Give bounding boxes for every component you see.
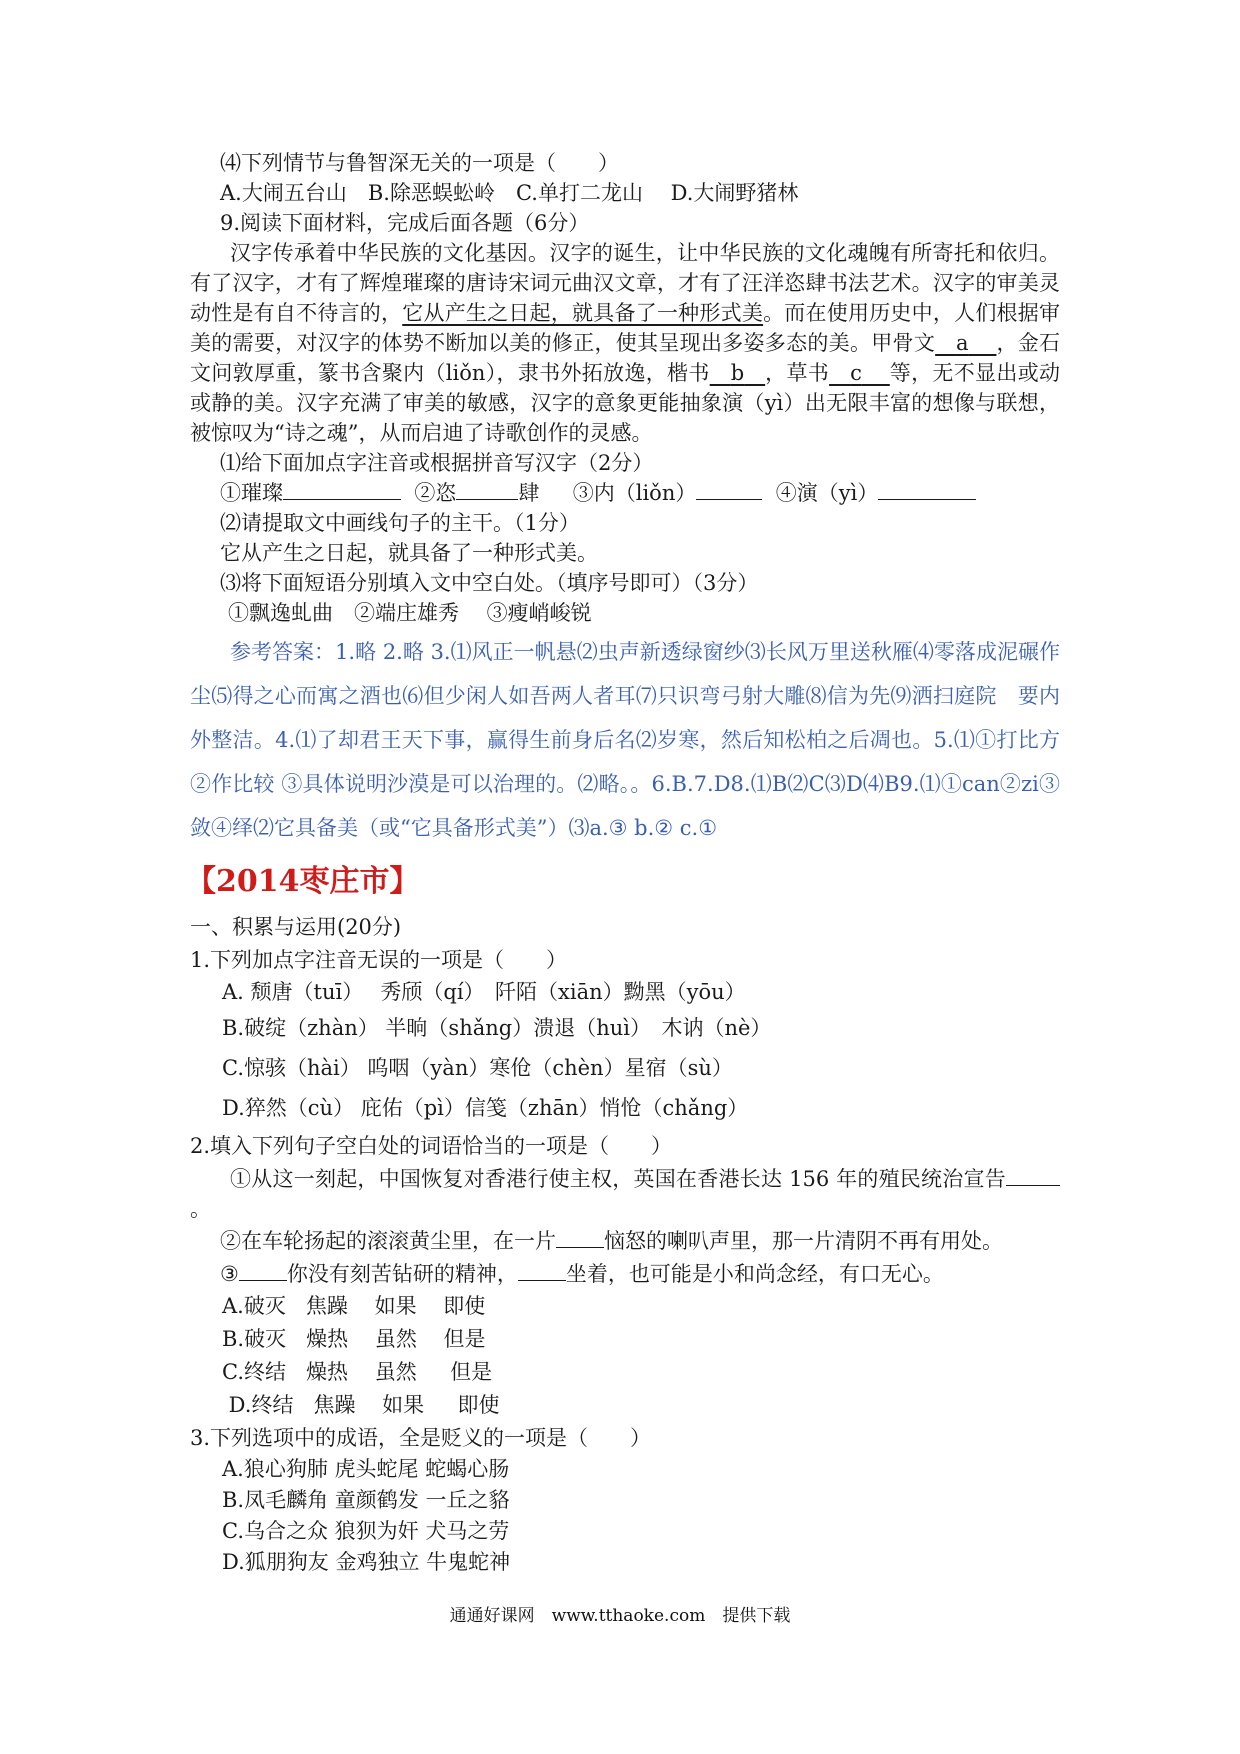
- blank-a: a: [956, 331, 969, 355]
- answer-blank: [878, 481, 976, 500]
- underlined-sentence: 它从产生之日起，就具备了一种形式美: [402, 301, 764, 325]
- q3-option: B.凤毛麟角 童颜鹤发 一丘之貉: [222, 1488, 510, 1512]
- q2-question: 2.填入下列句子空白处的词语恰当的一项是（ ）: [190, 1134, 673, 1158]
- answer-blank: [283, 481, 401, 500]
- q2-option: A.破灭 焦躁 如果 即使: [222, 1294, 486, 1318]
- page-footer: 通通好课网 www.tthaoke.com 提供下载: [449, 1606, 791, 1626]
- q9-passage: 汉字传承着中华民族的文化基因。汉字的诞生，让中华民族的文化魂魄有所寄托和依归。有了汉字，才有了辉煌璀璨的唐诗宋词元曲汉文章，才有了汪洋恣肆书法艺术。汉字的审美灵动性是有自不待言的，它从产生之日起，就具备了一种形式美。而在使用历史中，人们根据审美的需要，对汉字的体势不断加以美的修正，使其呈现出多姿多态的美。甲骨文 a ，金石文问敦厚重，篆书含聚内（liǒn），隶书外拓放逸，楷书 b ，草书 c 等，无不显出或动或静的美。汉字充满了审美的敏感，汉字的意象更能抽象演（yì）出无限丰富的想像与联想，被惊叹为“诗之魂”，从而启迪了诗歌创作的灵感。: [190, 241, 1061, 445]
- q3-option: D.狐朋狗友 金鸡独立 牛鬼蛇神: [222, 1550, 511, 1574]
- answer-blank: [239, 1262, 287, 1281]
- q2-sentence-2: ②在车轮扬起的滚滚黄尘里，在一片 恼怒的喇叭声里，那一片清阴不再有用处。: [220, 1229, 1003, 1253]
- q2-option: D.终结 焦躁 如果 即使: [222, 1393, 500, 1417]
- q1-question: 1.下列加点字注音无误的一项是（ ）: [190, 948, 568, 972]
- q2-option: B.破灭 燥热 虽然 但是: [222, 1327, 486, 1351]
- part-heading: 一、积累与运用(20分): [190, 915, 402, 939]
- q9-sub2: ⑵请提取文中画线句子的主干。（1分）: [220, 511, 580, 535]
- q9-heading: 9.阅读下面材料，完成后面各题（6分）: [220, 211, 590, 235]
- document-page: [186, 148, 1061, 1578]
- answer-blank: [1006, 1167, 1060, 1186]
- blank-b: b: [730, 361, 745, 385]
- reference-answer: 参考答案：1.略 2.略 3.⑴风正一帆悬⑵虫声新透绿窗纱⑶长风万里送秋雁⑷零落成泥碾作尘⑸得之心而寓之酒也⑹但少闲人如吾两人者耳⑺只识弯弓射大雕⑻信为先⑼洒扫庭院 要内外整洁。4.⑴了却君王天下事，赢得生前身后名⑵岁寒，然后知松柏之后凋也。5.⑴①打比方②作比较 ③具体说明沙漠是可以治理的。⑵略。。6.B.7.D8.⑴B⑵C⑶D⑷B9.⑴①can②zi③敛④绎⑵它具备美（或“它具备形式美”）⑶a.③ b.② c.①: [190, 640, 1060, 840]
- q9-sub3: ⑶将下面短语分别填入文中空白处。（填序号即可）（3分）: [220, 571, 759, 595]
- q3-question: 3.下列选项中的成语，全是贬义的一项是（ ）: [190, 1426, 652, 1450]
- answer-blank: [518, 1262, 566, 1281]
- q1-option: C.惊骇（hài） 呜咽（yàn）寒伧（chèn）星宿（sù）: [222, 1056, 733, 1080]
- q9-sub1: ⑴给下面加点字注音或根据拼音写汉字（2分）: [220, 451, 654, 475]
- q9-sub1-items: ①璀璨 ②恣 肆 ③内（liǒn） ④演（yì）: [190, 478, 1060, 508]
- q1-option: A. 颓唐（tuī） 秀颀（qí） 阡陌（xiān）黝黑（yōu）: [222, 980, 746, 1004]
- q9-sub2-sentence: 它从产生之日起，就具备了一种形式美。: [220, 541, 598, 565]
- q2-option: C.终结 燥热 虽然 但是: [222, 1360, 493, 1384]
- answer-blank: [696, 481, 762, 500]
- answer-blank: [456, 481, 518, 500]
- answer-blank: [556, 1229, 604, 1248]
- q1-option: B.破绽（zhàn） 半晌（shǎng）溃退（huì） 木讷（nè）: [222, 1016, 772, 1040]
- q2-sentence-3: ③ 你没有刻苦钻研的精神， 坐着，也可能是小和尚念经，有口无心。: [220, 1262, 944, 1286]
- q1-option: D.猝然（cù） 庇佑（pì）信笺（zhān）悄怆（chǎng）: [222, 1096, 749, 1120]
- section-title: 【2014枣庄市】: [186, 864, 420, 899]
- q3-option: A.狼心狗肺 虎头蛇尾 蛇蝎心肠: [222, 1457, 510, 1481]
- q4-options: A.大闹五台山 B.除恶蜈蚣岭 C.单打二龙山 D.大闹野猪林: [220, 181, 799, 205]
- q9-sub3-options: ①飘逸虬曲 ②端庄雄秀 ③瘦峭峻锐: [228, 601, 592, 625]
- q3-option: C.乌合之众 狼狈为奸 犬马之劳: [222, 1519, 510, 1543]
- q2-sentence-1: ①从这一刻起，中国恢复对香港行使主权，英国在香港长达 156 年的殖民统治宣告 。: [190, 1164, 1060, 1224]
- blank-c: c: [850, 361, 862, 385]
- q4-question: ⑷下列情节与鲁智深无关的一项是（ ）: [220, 151, 619, 175]
